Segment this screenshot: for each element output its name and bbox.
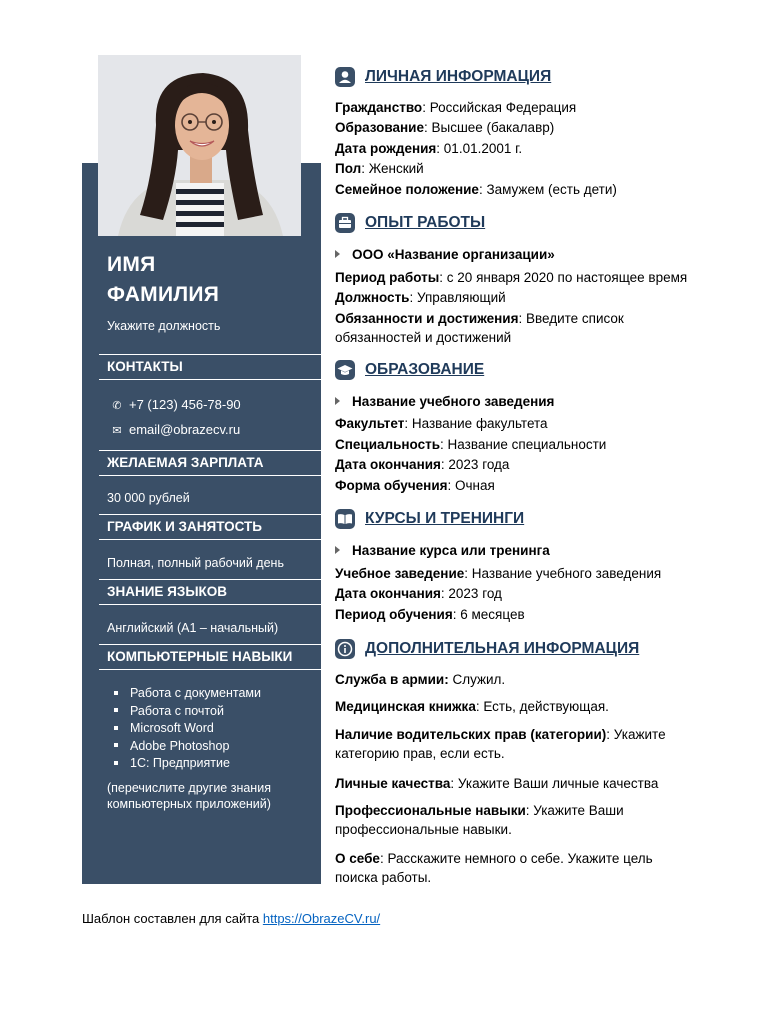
skill-item: Работа с почтой xyxy=(114,703,261,721)
email-address: email@obrazecv.ru xyxy=(129,422,241,437)
personal-title-label: ЛИЧНАЯ ИНФОРМАЦИЯ xyxy=(365,68,552,85)
contacts-header-label: КОНТАКТЫ xyxy=(107,359,183,374)
schedule-header-label: ГРАФИК И ЗАНЯТОСТЬ xyxy=(107,519,262,534)
additional-item: Служба в армии: Служил. xyxy=(335,672,506,687)
skill-item: Работа с документами xyxy=(114,685,261,703)
job-position: Укажите должность xyxy=(107,319,221,333)
footer-link[interactable]: https://ObrazeCV.ru/ xyxy=(262,911,381,926)
languages-value: Английский (A1 – начальный) xyxy=(107,621,279,635)
graduation-cap-icon xyxy=(335,360,355,380)
user-icon xyxy=(335,67,355,87)
additional-item: Профессиональные навыки: Укажите Ваши профессиональные навыки. xyxy=(335,803,624,837)
last-name: ФАМИЛИЯ xyxy=(107,283,220,306)
additional-item: Медицинская книжка: Есть, действующая. xyxy=(335,699,609,714)
computer-skills-note: (перечислите другие знания компьютерных приложений) xyxy=(107,781,271,811)
bullet-triangle-icon xyxy=(335,546,340,554)
languages-header xyxy=(99,579,321,605)
course-row: Период обучения: 6 месяцев xyxy=(335,607,525,622)
personal-row: Пол: Женский xyxy=(335,161,424,176)
first-name: ИМЯ xyxy=(107,253,156,276)
additional-item: Наличие водительских прав (категории): Укажите категорию прав, если есть. xyxy=(335,727,666,761)
footer xyxy=(82,911,380,926)
additional-item: О себе: Расскажите немного о себе. Укажите цель поиска работы. xyxy=(335,851,653,885)
skill-item: Adobe Photoshop xyxy=(114,738,261,756)
book-icon xyxy=(335,509,355,529)
courses-title-label: КУРСЫ И ТРЕНИНГИ xyxy=(365,510,525,527)
schedule-header xyxy=(99,514,321,540)
computer-skills-list xyxy=(114,685,261,773)
salary-header-label: ЖЕЛАЕМАЯ ЗАРПЛАТА xyxy=(107,455,264,470)
phone-contact[interactable] xyxy=(110,397,241,412)
skill-item: Microsoft Word xyxy=(114,720,261,738)
salary-value: 30 000 рублей xyxy=(107,491,190,505)
phone-number: +7 (123) 456-78-90 xyxy=(129,397,241,412)
skill-item: 1С: Предприятие xyxy=(114,755,261,773)
education-row: Факультет: Название факультета xyxy=(335,416,548,431)
mail-icon: ✉ xyxy=(112,425,122,437)
education-title-label: ОБРАЗОВАНИЕ xyxy=(365,361,485,378)
briefcase-icon xyxy=(335,213,355,233)
experience-role: Должность: Управляющий xyxy=(335,290,506,305)
bullet-triangle-icon xyxy=(335,250,340,258)
experience-org: ООО «Название организации» xyxy=(335,247,555,262)
education-row: Форма обучения: Очная xyxy=(335,478,495,493)
course-name: Название курса или тренинга xyxy=(335,543,550,558)
email-contact[interactable] xyxy=(110,422,240,437)
personal-row: Гражданство: Российская Федерация xyxy=(335,100,577,115)
additional-item: Личные качества: Укажите Ваши личные качества xyxy=(335,776,659,791)
personal-row: Семейное положение: Замужем (есть дети) xyxy=(335,182,617,197)
salary-header xyxy=(99,450,321,476)
bullet-triangle-icon xyxy=(335,397,340,405)
additional-title-label: ДОПОЛНИТЕЛЬНАЯ ИНФОРМАЦИЯ xyxy=(365,640,640,657)
computer-skills-header-label: КОМПЬЮТЕРНЫЕ НАВЫКИ xyxy=(107,649,293,664)
phone-icon: ✆ xyxy=(112,400,122,412)
info-icon xyxy=(335,639,355,659)
experience-period: Период работы: с 20 января 2020 по настоящее время xyxy=(335,270,688,285)
schedule-value: Полная, полный рабочий день xyxy=(107,556,284,570)
course-row: Дата окончания: 2023 год xyxy=(335,586,502,601)
computer-skills-header xyxy=(99,644,321,670)
education-institution: Название учебного заведения xyxy=(335,394,554,409)
experience-title-label: ОПЫТ РАБОТЫ xyxy=(365,214,486,231)
personal-row: Дата рождения: 01.01.2001 г. xyxy=(335,141,523,156)
personal-row: Образование: Высшее (бакалавр) xyxy=(335,120,555,135)
profile-photo xyxy=(98,55,301,236)
footer-text: Шаблон составлен для сайта xyxy=(82,911,263,926)
languages-header-label: ЗНАНИЕ ЯЗЫКОВ xyxy=(107,584,228,599)
course-row: Учебное заведение: Название учебного заведения xyxy=(335,566,662,581)
experience-duties: Обязанности и достижения: Введите список обязанностей и достижений xyxy=(335,311,624,345)
education-row: Специальность: Название специальности xyxy=(335,437,607,452)
contacts-header xyxy=(99,354,321,380)
education-row: Дата окончания: 2023 года xyxy=(335,457,510,472)
